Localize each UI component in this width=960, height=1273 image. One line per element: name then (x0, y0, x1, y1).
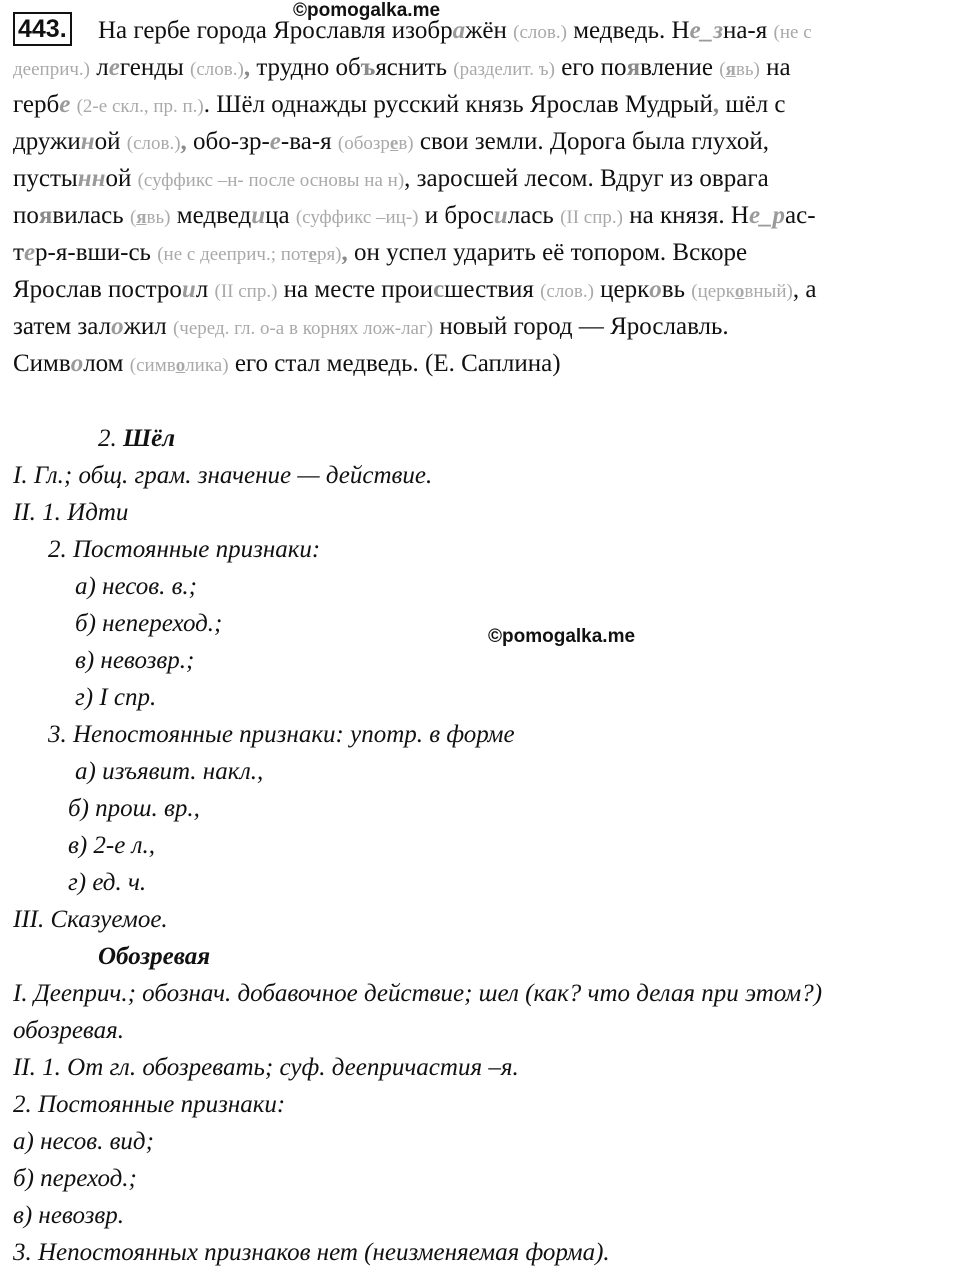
text-fragment: вление (640, 54, 720, 81)
note: (симв (129, 355, 176, 376)
text-fragment: вь (661, 276, 692, 303)
exercise-text (13, 12, 928, 382)
analysis-line: 3. Непостоянных признаков нет (неизменяемая форма). (13, 1239, 610, 1266)
text-fragment: пусты (13, 165, 78, 192)
analysis-line: а) несов. в.; (75, 573, 197, 600)
highlight-letter: о (70, 350, 84, 377)
note: (II спр.) (560, 207, 623, 228)
analysis-line: II. 1. От гл. обозревать; суф. деепричастия –я. (13, 1054, 519, 1081)
text-fragment: и брос (418, 202, 494, 229)
text-fragment: т (13, 239, 24, 266)
text-fragment: л (195, 276, 215, 303)
note: (не с дееприч.; пот (157, 244, 309, 265)
text-line-5 (13, 160, 928, 197)
analysis-line: I. Гл.; общ. грам. значение — действие. (13, 462, 433, 489)
text-line-10 (13, 345, 928, 382)
note: (слов.) (126, 133, 181, 154)
text-fragment: жил (123, 313, 173, 340)
text-fragment: его по (554, 54, 627, 81)
text-fragment: лом (83, 350, 130, 377)
analysis-line: в) невозвр.; (75, 647, 195, 674)
analysis-line: б) прош. вр., (68, 795, 200, 822)
highlight-letter: н (80, 128, 95, 155)
watermark-middle: ©pomogalka.me (488, 626, 636, 647)
note-underlined: е (308, 244, 317, 265)
text-fragment: медвед (170, 202, 252, 229)
note: (церк (691, 281, 735, 302)
text-fragment: вилась (52, 202, 130, 229)
highlight-letter: я (38, 202, 53, 229)
note: (слов.) (513, 22, 567, 43)
text-fragment: церк (593, 276, 650, 303)
text-fragment: , а (792, 276, 817, 303)
note: (не с (773, 22, 812, 43)
text-fragment: Симв (13, 350, 71, 377)
text-fragment: обо-зр- (186, 128, 270, 155)
text-fragment: На гербе города Ярославля изобр (98, 17, 453, 44)
highlight-punct: , (243, 54, 251, 81)
heading-number: 2. (98, 425, 123, 452)
highlight-letter: и (493, 202, 508, 229)
analysis-line: г) I спр. (75, 684, 157, 711)
analysis-line: б) непереход.; (75, 610, 223, 637)
text-fragment: ца (265, 202, 296, 229)
analysis-line: обозревая. (13, 1017, 124, 1044)
text-line-7 (13, 234, 928, 271)
highlight-letter: о (111, 313, 124, 340)
text-fragment: на (759, 54, 791, 81)
text-fragment: свои земли. Дорога была глухой, (413, 128, 770, 155)
text-fragment: ас- (785, 202, 816, 229)
text-fragment: яснить (375, 54, 454, 81)
highlight-letter: е (269, 128, 281, 155)
text-fragment: Ярослав постро (13, 276, 182, 303)
note-underlined: я (136, 207, 147, 228)
highlight-punct: , (712, 91, 720, 118)
highlight-punct: , (180, 128, 187, 155)
text-fragment: л (90, 54, 109, 81)
analysis-line: II. 1. Идти (13, 499, 129, 526)
text-line-8 (13, 271, 928, 308)
analysis-line: в) 2-е л., (68, 832, 155, 859)
morphological-analysis (13, 420, 948, 1271)
analysis-line: а) несов. вид; (13, 1128, 154, 1155)
note: (слов.) (540, 281, 594, 302)
text-fragment: его стал медведь. (Е. Саплина) (228, 350, 561, 377)
text-fragment: жён (465, 17, 514, 44)
analysis-line: 2. Постоянные признаки: (13, 1091, 286, 1118)
watermark-top: ©pomogalka.me (293, 0, 441, 21)
highlight-letter: о (649, 276, 662, 303)
heading-word: Шёл (123, 425, 176, 452)
note: дееприч.) (13, 59, 91, 80)
text-fragment: новый город — Ярославль. (433, 313, 729, 340)
text-line-3 (13, 86, 928, 123)
note: (II спр.) (214, 281, 278, 302)
note: (черед. гл. о-а в корнях лож-лаг) (172, 318, 434, 339)
text-fragment: . Шёл однажды русский князь Ярослав Мудрый (203, 91, 713, 118)
note: (суффикс –н- после основы на н) (137, 170, 405, 191)
highlight-letter: е_з (689, 17, 723, 44)
highlight-letter: и (251, 202, 266, 229)
note-underlined: о (734, 281, 745, 302)
text-fragment: , заросшей лесом. Вдруг из оврага (404, 165, 769, 192)
analysis-heading-1 (13, 420, 948, 457)
note: (разделит. ъ) (453, 59, 555, 80)
text-fragment: он успел ударить её топором. Вскоре (347, 239, 748, 266)
text-fragment: -ва-я (280, 128, 338, 155)
note: лика) (185, 355, 229, 376)
text-fragment: шествия (444, 276, 541, 303)
text-fragment: ой (94, 128, 127, 155)
text-fragment: генды (119, 54, 191, 81)
analysis-line: 2. Постоянные признаки: (48, 536, 321, 563)
note: (обозр (337, 133, 390, 154)
highlight-letter: е (23, 239, 36, 266)
text-line-2 (13, 49, 928, 86)
note: (слов.) (190, 59, 244, 80)
note: (суффикс –иц-) (295, 207, 419, 228)
text-fragment: трудно об (250, 54, 361, 81)
note: (2-е скл., пр. п.) (76, 96, 204, 117)
highlight-letter: нн (77, 165, 106, 192)
note: вь) (146, 207, 171, 228)
text-fragment: р-я-вши-сь (35, 239, 158, 266)
analysis-line: г) ед. ч. (68, 869, 147, 896)
text-line-9 (13, 308, 928, 345)
highlight-letter: и (181, 276, 196, 303)
text-fragment: на князя. Н (623, 202, 749, 229)
text-line-6 (13, 197, 928, 234)
text-fragment: на-я (722, 17, 774, 44)
highlight-letter: е (59, 91, 71, 118)
highlight-letter: е_р (748, 202, 786, 229)
note-underlined: е (389, 133, 399, 154)
analysis-line: I. Дееприч.; обознач. добавочное действие; шел (как? что делая при этом?) (13, 980, 823, 1007)
highlight-letter: а (452, 17, 466, 44)
analysis-line: III. Сказуемое. (13, 906, 168, 933)
text-line-1 (13, 12, 928, 49)
text-fragment: герб (13, 91, 60, 118)
analysis-line: б) переход.; (13, 1165, 137, 1192)
text-fragment: по (13, 202, 39, 229)
analysis-heading-2: Обозревая (98, 943, 211, 970)
note: вный) (744, 281, 793, 302)
text-fragment: ой (105, 165, 138, 192)
text-fragment: шёл с (719, 91, 786, 118)
highlight-punct: , (341, 239, 348, 266)
note: в) (398, 133, 414, 154)
highlight-letter: ъ (360, 54, 376, 81)
text-fragment: медведь. Н (566, 17, 690, 44)
text-line-4 (13, 123, 928, 160)
exercise-number: 443. (13, 12, 72, 46)
note: ря) (316, 244, 342, 265)
note: вь) (735, 59, 760, 80)
highlight-letter: е (108, 54, 120, 81)
text-fragment: затем зал (13, 313, 112, 340)
analysis-line: в) невозвр. (13, 1202, 124, 1229)
note-underlined: я (725, 59, 736, 80)
text-fragment: на месте прои (277, 276, 434, 303)
note-underlined: о (175, 355, 186, 376)
note: ( (719, 59, 726, 80)
analysis-line: 3. Непостоянные признаки: употр. в форме (48, 721, 515, 748)
note: ( (129, 207, 137, 228)
analysis-line: а) изъявит. накл., (75, 758, 264, 785)
highlight-letter: с (433, 276, 445, 303)
text-fragment: лась (507, 202, 561, 229)
highlight-letter: я (626, 54, 641, 81)
text-fragment: дружи (13, 128, 81, 155)
